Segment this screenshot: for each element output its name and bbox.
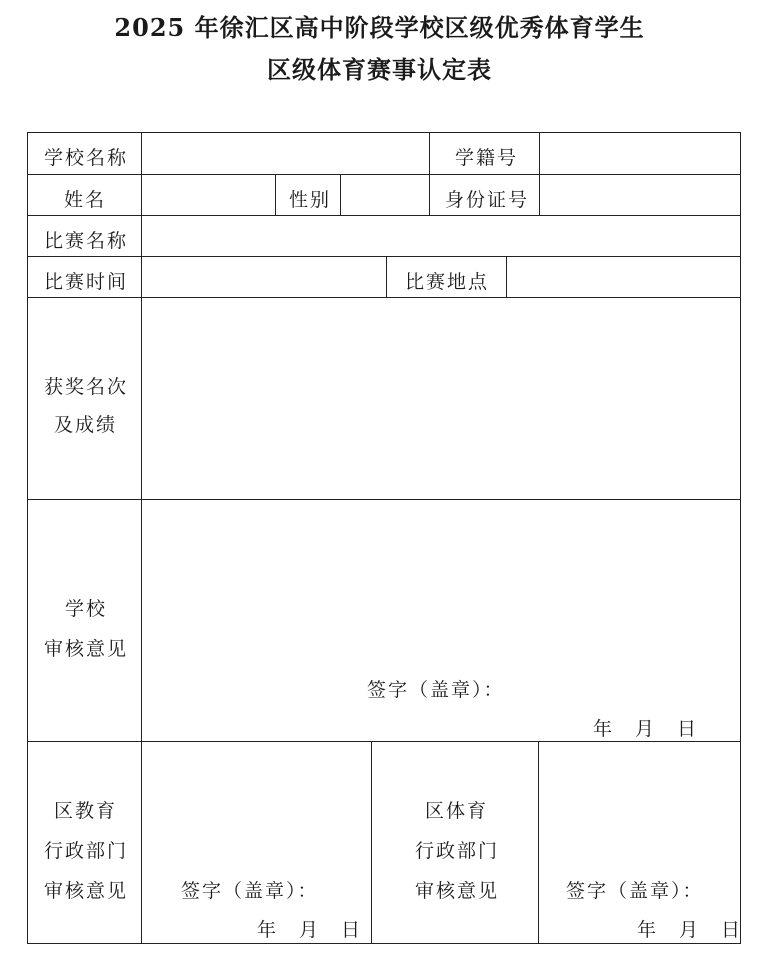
- sport-dept-label-line2: 行政部门: [415, 840, 500, 862]
- edu-dept-sign-date: 年 月 日: [257, 919, 363, 941]
- row-divider: [27, 256, 741, 257]
- row-divider: [27, 215, 741, 216]
- student-id-field[interactable]: [541, 134, 739, 173]
- school-review-field[interactable]: [143, 501, 739, 661]
- competition-place-field[interactable]: [508, 258, 739, 296]
- cell-divider: [386, 256, 387, 297]
- award-label-line1: 获奖名次: [44, 376, 129, 398]
- gender-label: 性别: [289, 189, 332, 211]
- edu-dept-label-line3: 审核意见: [44, 880, 129, 902]
- school-name-label: 学校名称: [44, 147, 129, 169]
- cell-divider: [371, 741, 372, 943]
- row-divider: [27, 174, 741, 175]
- table-border-top: [27, 132, 741, 133]
- award-result-field[interactable]: [143, 299, 739, 498]
- row-divider: [27, 741, 741, 742]
- competition-time-label: 比赛时间: [44, 271, 129, 293]
- cell-divider: [429, 132, 430, 174]
- competition-name-field[interactable]: [143, 217, 739, 255]
- cell-divider: [538, 741, 539, 943]
- school-name-field[interactable]: [143, 134, 428, 173]
- gender-field[interactable]: [342, 176, 428, 214]
- sport-dept-sign-label: 签字（盖章）：: [566, 880, 704, 902]
- award-label-line2: 及成绩: [54, 414, 118, 436]
- label-column-divider: [141, 132, 142, 944]
- school-review-label-line1: 学校: [65, 598, 108, 620]
- name-label: 姓名: [64, 189, 107, 211]
- form-title-line2: 区级体育赛事认定表: [267, 55, 492, 84]
- cell-divider: [429, 174, 430, 215]
- cell-divider: [275, 174, 276, 215]
- school-review-label-line2: 审核意见: [44, 638, 129, 660]
- edu-dept-sign-label: 签字（盖章）：: [181, 880, 319, 902]
- edu-dept-review-field[interactable]: [143, 743, 370, 863]
- competition-name-label: 比赛名称: [44, 230, 129, 252]
- sport-dept-label-line1: 区体育: [425, 800, 489, 822]
- table-border-right: [740, 132, 741, 944]
- row-divider: [27, 499, 741, 500]
- form-title-line1: 2025 年徐汇区高中阶段学校区级优秀体育学生: [114, 13, 645, 42]
- competition-time-field[interactable]: [143, 258, 385, 296]
- sport-dept-label-line3: 审核意见: [415, 880, 500, 902]
- edu-dept-label-line1: 区教育: [54, 800, 118, 822]
- cell-divider: [340, 174, 341, 215]
- row-divider: [27, 297, 741, 298]
- id-number-field[interactable]: [541, 176, 739, 214]
- name-field[interactable]: [143, 176, 274, 214]
- school-sign-date: 年 月 日: [593, 718, 699, 740]
- sport-dept-review-field[interactable]: [540, 743, 739, 863]
- cell-divider: [539, 132, 540, 174]
- school-sign-label: 签字（盖章）：: [367, 679, 505, 701]
- edu-dept-label-line2: 行政部门: [44, 840, 129, 862]
- student-id-label: 学籍号: [455, 147, 519, 169]
- sport-dept-sign-date: 年 月 日: [637, 919, 743, 941]
- table-border-left: [27, 132, 28, 944]
- competition-place-label: 比赛地点: [405, 271, 490, 293]
- cell-divider: [539, 174, 540, 215]
- cell-divider: [506, 256, 507, 297]
- table-border-bottom: [27, 943, 741, 944]
- id-number-label: 身份证号: [445, 189, 530, 211]
